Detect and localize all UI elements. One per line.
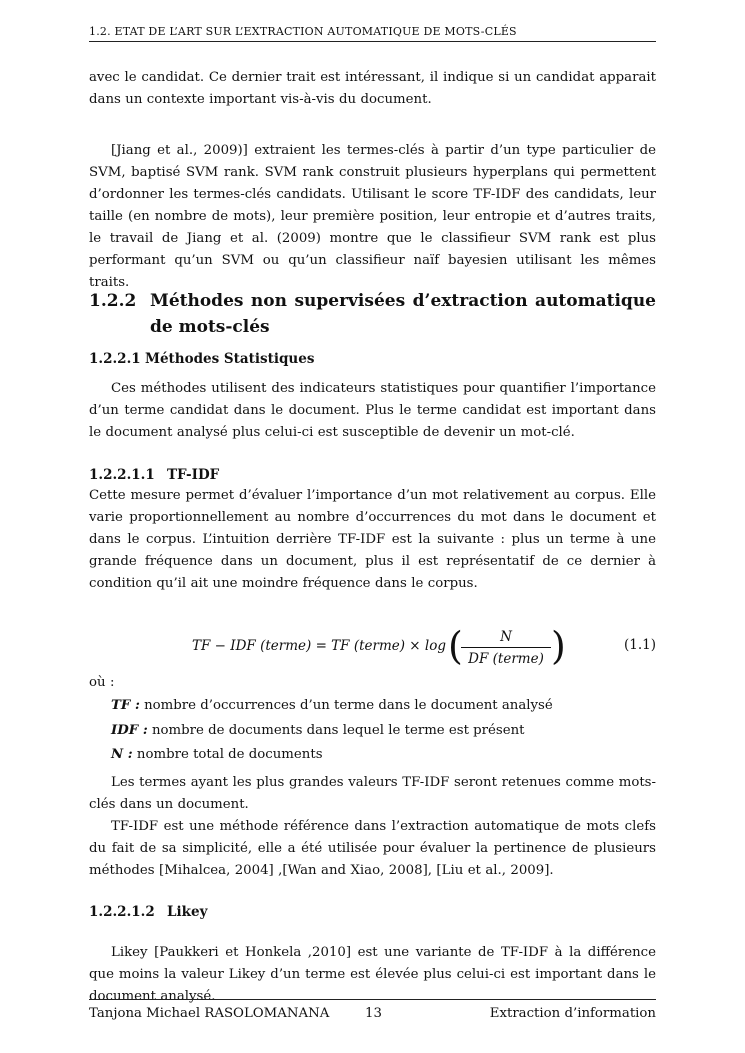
subsubsection-heading-likey bbox=[89, 902, 207, 922]
running-header: 1.2. ETAT DE L’ART SUR L’EXTRACTION AUTOMATIQUE DE MOTS-CLÉS bbox=[89, 25, 517, 38]
fraction-bar bbox=[461, 647, 551, 648]
paragraph-intro: avec le candidat. Ce dernier trait est intéressant, il indique si un candidat apparait dans un contexte important vis-à-vis du document. bbox=[89, 70, 656, 107]
definition-term: N : bbox=[111, 747, 133, 762]
right-paren: ) bbox=[551, 624, 566, 668]
fraction-denominator: DF (terme) bbox=[468, 651, 544, 667]
definition-text: nombre total de documents bbox=[132, 747, 323, 762]
definition-idf bbox=[111, 720, 525, 742]
page-number: 13 bbox=[365, 1006, 382, 1021]
section-number: 1.2.2 bbox=[89, 291, 137, 311]
footer-rule bbox=[89, 999, 656, 1000]
header-rule bbox=[89, 41, 656, 42]
definition-term: IDF : bbox=[111, 723, 148, 738]
paragraph-statistiques: Ces méthodes utilisent des indicateurs statistiques pour quantifier l’importance d’un terme candidat dans le document. Plus le terme candidat est important dans le document analysé plus celui-ci est susceptible de devenir un mot-clé. bbox=[89, 381, 656, 440]
subsubsection-number: 1.2.2.1.1 bbox=[89, 467, 155, 483]
paragraph-ou: où : bbox=[89, 675, 115, 690]
definition-text: nombre de documents dans lequel le terme est présent bbox=[147, 723, 525, 738]
section-title: Méthodes non supervisées d’extraction automatique de mots-clés bbox=[150, 291, 656, 337]
paragraph-jiang: [Jiang et al., 2009)] extraient les termes-clés à partir d’un type particulier de SVM, baptisé SVM rank. SVM rank construit plusieurs hyperplans qui permettent d’ordonner les termes-clés candidats. Utilisant le score TF-IDF des candidats, leur taille (en nombre de mots), leur première position, leur entropie et d’autres traits, le travail de Jiang et al. (2009) montre que le classifieur SVM rank est plus performant qu’un SVM ou qu’un classifieur naïf bayesien utilisant les mêmes traits. bbox=[89, 143, 656, 290]
equation-number: (1.1) bbox=[623, 637, 656, 653]
subsection-heading bbox=[89, 349, 314, 369]
definition-n bbox=[111, 744, 323, 766]
footer-author: Tanjona Michael RASOLOMANANA bbox=[89, 1006, 330, 1021]
subsubsection-number: 1.2.2.1.2 bbox=[89, 904, 155, 920]
left-paren: ( bbox=[448, 624, 463, 668]
equation-fraction bbox=[461, 628, 551, 668]
subsection-number: 1.2.2.1 bbox=[89, 351, 141, 367]
paragraph-reference: TF-IDF est une méthode référence dans l’extraction automatique de mots clefs du fait de sa simplicité, elle a été utilisée pour évaluer la pertinence de plusieurs méthodes [Mihalcea, 2004] ,[Wan and Xiao, 2008], [Liu et al., 2009]. bbox=[89, 819, 656, 878]
paragraph-likey: Likey [Paukkeri et Honkela ,2010] est une variante de TF-IDF à la différence que moins la valeur Likey d’un terme est élevée plus celui-ci est important dans le document analysé. bbox=[89, 945, 656, 1004]
subsubsection-title: Likey bbox=[167, 904, 208, 920]
paragraph-tfidf: Cette mesure permet d’évaluer l’importance d’un mot relativement au corpus. Elle varie proportionnellement au nombre d’occurrences du mot dans le document et dans le corpus. L’intuition derrière TF-IDF est la suivante : plus un terme à une grande fréquence dans un document, plus il est représentatif de ce dernier à condition qu’il ait une moindre fréquence dans le corpus. bbox=[89, 488, 656, 591]
subsubsection-title: TF-IDF bbox=[167, 467, 220, 483]
definition-term: TF : bbox=[111, 698, 140, 713]
document-page bbox=[89, 0, 656, 1053]
definition-text: nombre d’occurrences d’un terme dans le document analysé bbox=[139, 698, 553, 713]
equation-tfidf bbox=[89, 620, 656, 672]
paragraph-retenues: Les termes ayant les plus grandes valeurs TF-IDF seront retenues comme mots-clés dans un document. bbox=[89, 775, 656, 812]
equation-lhs: TF − IDF (terme) = TF (terme) × log bbox=[192, 638, 447, 654]
fraction-numerator: N bbox=[500, 629, 512, 645]
subsection-title: Méthodes Statistiques bbox=[145, 351, 315, 367]
definition-tf bbox=[111, 695, 553, 717]
footer-title: Extraction d’information bbox=[489, 1006, 656, 1021]
subsubsection-heading-tfidf bbox=[89, 465, 219, 485]
